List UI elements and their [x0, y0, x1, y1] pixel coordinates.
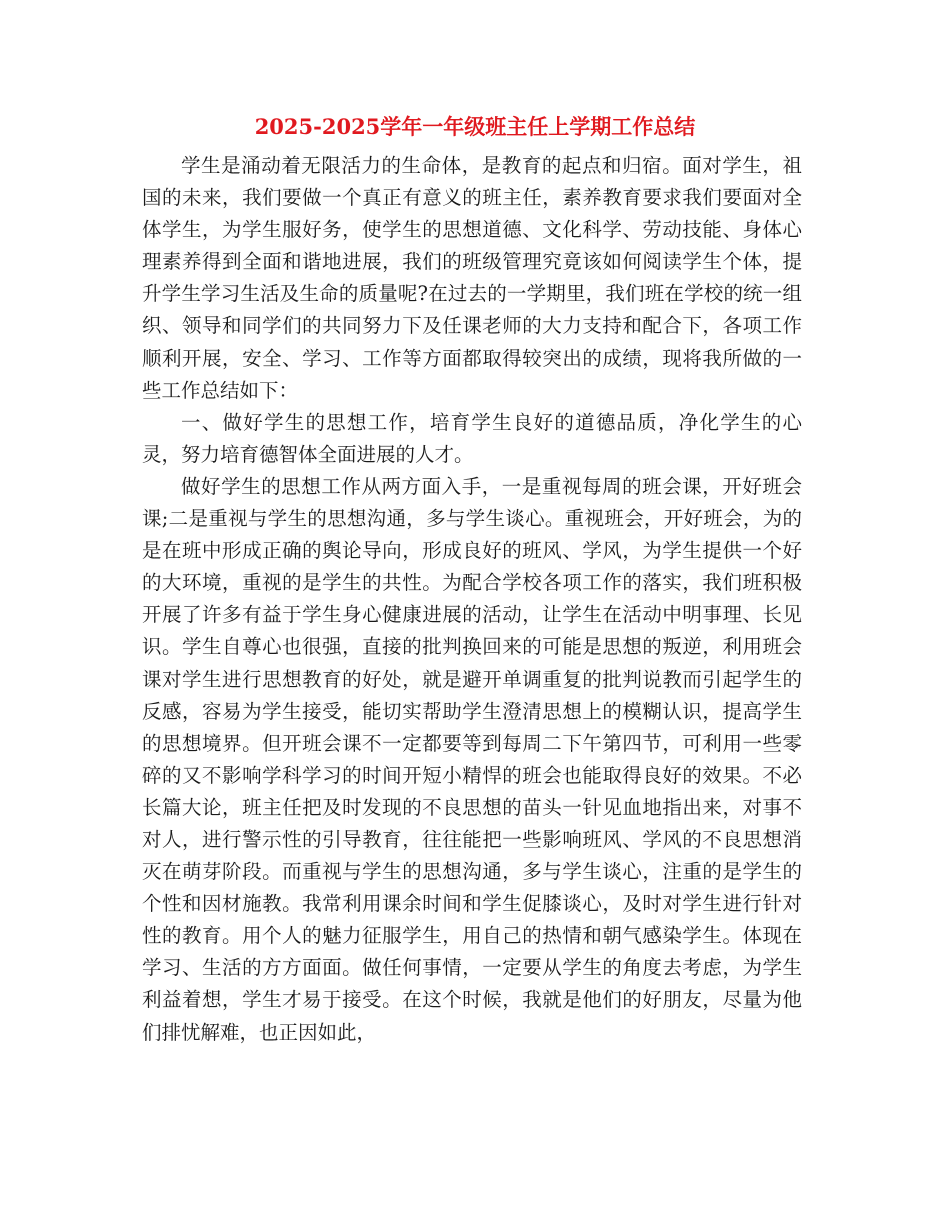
document-title: 2025-2025学年一年级班主任上学期工作总结 — [254, 114, 696, 139]
paragraph-thought-work: 做好学生的思想工作从两方面入手，一是重视每周的班会课，开好班会课;二是重视与学生的思想沟通，多与学生谈心。重视班会，开好班会，为的是在班中形成正确的舆论导向，形成良好的班风、学风，为学生提供一个好的大环境，重视的是学生的共性。为配合学校各项工作的落实，我们班积极开展了许多有益于学生身心健康进展的活动，让学生在活动中明事理、长见识。学生自尊心也很强，直接的批判换回来的可能是思想的叛逆，利用班会课对学生进行思想教育的好处，就是避开单调重复的批判说教而引起学生的反感，容易为学生接受，能切实帮助学生澄清思想上的模糊认识，提高学生的思想境界。但开班会课不一定都要等到每周二下午第四节，可利用一些零碎的又不影响学科学习的时间开短小精悍的班会也能取得良好的效果。不必长篇大论，班主任把及时发现的不良思想的苗头一针见血地指出来，对事不对人，进行警示性的引导教育，往往能把一些影响班风、学风的不良思想消灭在萌芽阶段。而重视与学生的思想沟通，多与学生谈心，注重的是学生的个性和因材施教。我常利用课余时间和学生促膝谈心，及时对学生进行针对性的教育。用个人的魅力征服学生，用自己的热情和朝气感染学生。体现在学习、生活的方方面面。做任何事情，一定要从学生的角度去考虑，为学生利益着想，学生才易于接受。在这个时候，我就是他们的好朋友，尽量为他们排忧解难，也正因如此， — [142, 474, 802, 1044]
paragraph-intro: 学生是涌动着无限活力的生命体，是教育的起点和归宿。面对学生，祖国的未来，我们要做一个真正有意义的班主任，素养教育要求我们要面对全体学生，为学生服好务，使学生的思想道德、文化科学、劳动技能、身体心理素养得到全面和谐地进展，我们的班级管理究竟该如何阅读学生个体，提升学生学习生活及生命的质量呢?在过去的一学期里，我们班在学校的统一组织、领导和同学们的共同努力下及任课老师的大力支持和配合下，各项工作顺利开展，安全、学习、工作等方面都取得较突出的成绩，现将我所做的一些工作总结如下： — [142, 154, 802, 402]
paragraph-section-heading: 一、做好学生的思想工作，培育学生良好的道德品质，净化学生的心灵，努力培育德智体全面进展的人才。 — [142, 410, 802, 466]
document-body — [142, 150, 802, 1049]
